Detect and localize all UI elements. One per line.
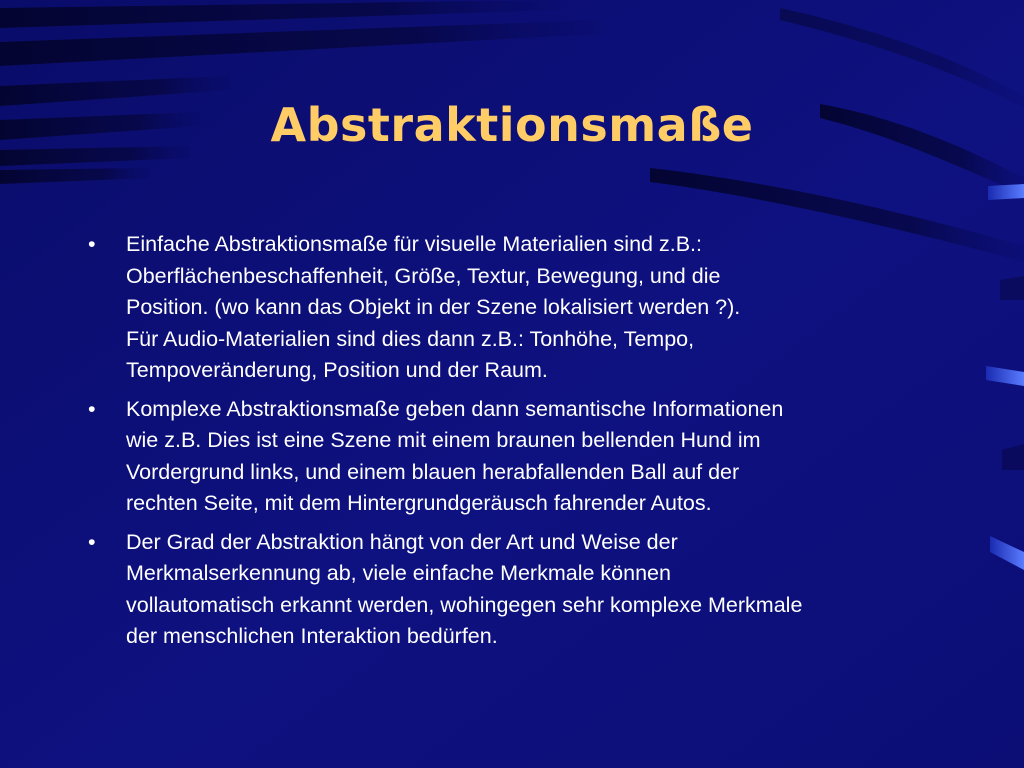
bullet-text-line: wie z.B. Dies ist eine Szene mit einem braunen bellenden Hund im [126,428,761,452]
bullet-text-line: Tempoveränderung, Position und der Raum. [126,358,548,382]
bullet-list [88,229,948,660]
bullet-point-icon: • [88,396,96,421]
bullet-text-line: Einfache Abstraktionsmaße für visuelle Materialien sind z.B.: [126,232,702,256]
bullet-point-icon: • [88,232,96,256]
bullet-text-line: der menschlichen Interaktion bedürfen. [126,624,498,648]
bullet-text-line: Vordergrund links, und einem blauen herabfallenden Ball auf der [126,459,740,484]
bullet-text-line: rechten Seite, mit dem Hintergrundgeräusch fahrender Autos. [126,491,712,515]
bullet-item [88,229,948,387]
slide-title: Abstraktionsmaße [270,98,754,152]
bullet-text-line: vollautomatisch erkannt werden, wohingegen sehr komplexe Merkmale [126,592,803,617]
bullet-item [88,394,948,520]
bullet-item [88,527,948,653]
bullet-text-line: Der Grad der Abstraktion hängt von der Art und Weise der [126,529,678,554]
bullet-text-line: Komplexe Abstraktionsmaße geben dann semantische Informationen [126,396,784,421]
bullet-point-icon: • [88,529,96,554]
bullet-text-line: Für Audio-Materialien sind dies dann z.B.: Tonhöhe, Tempo, [126,326,695,351]
bullet-text-line: Merkmalserkennung ab, viele einfache Merkmale können [126,561,671,585]
bullet-text-line: Oberflächenbeschaffenheit, Größe, Textur, Bewegung, und die [126,263,721,288]
bullet-text-line: Position. (wo kann das Objekt in der Szene lokalisiert werden ?). [126,295,741,319]
